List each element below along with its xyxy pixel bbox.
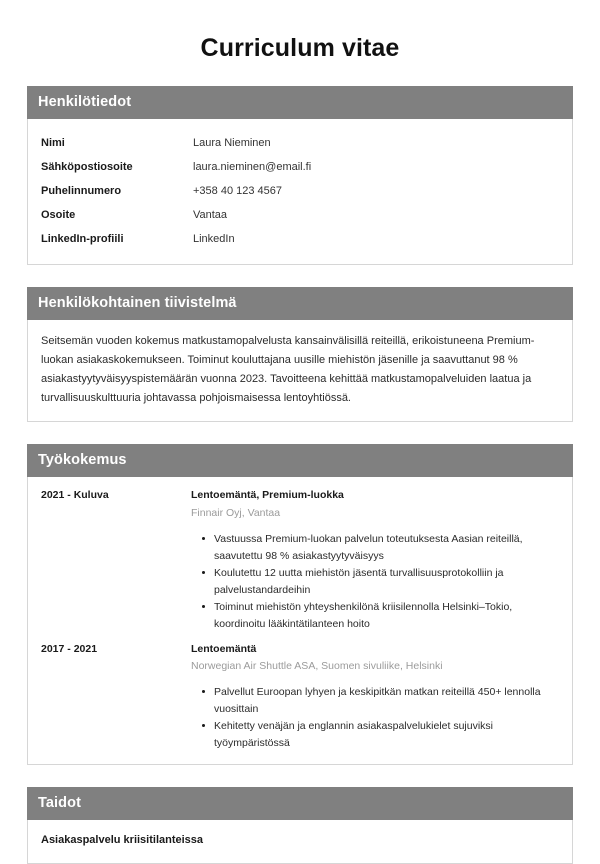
table-row [39, 131, 561, 155]
list-item: Palvellut Euroopan lyhyen ja keskipitkän matkan reiteillä 450+ lennolla vuosittain [191, 684, 561, 718]
experience-entry [39, 642, 561, 753]
experience-bullet-list [191, 531, 561, 633]
experience-entry [39, 488, 561, 633]
list-item: Vastuussa Premium-luokan palvelun toteutuksesta Aasian reiteillä, saavutettu 98 % asiakastyytyväisyys [191, 531, 561, 565]
info-label-linkedin: LinkedIn-profiili [41, 233, 124, 246]
list-item: Kehitetty venäjän ja englannin asiakaspalvelukielet sujuviksi työympäristössä [191, 718, 561, 752]
table-row [39, 155, 561, 179]
info-value-nimi: Laura Nieminen [193, 137, 271, 150]
info-value-email: laura.nieminen@email.fi [193, 161, 312, 174]
page-title: Curriculum vitae [200, 34, 400, 62]
experience-company: Norwegian Air Shuttle ASA, Suomen sivuliike, Helsinki [191, 660, 443, 673]
experience-bullet-list [191, 684, 561, 752]
section-body-summary [27, 320, 573, 422]
experience-dates: 2017 - 2021 [41, 642, 98, 655]
experience-company: Finnair Oyj, Vantaa [191, 506, 281, 519]
section-body-skills [27, 820, 573, 864]
section-heading-summary: Henkilökohtainen tiivistelmä [27, 287, 573, 320]
list-item: Koulutettu 12 uutta miehistön jäsentä turvallisuusprotokolliin ja palvelustandardeihin [191, 565, 561, 599]
info-value-linkedin: LinkedIn [193, 233, 235, 246]
section-summary [27, 287, 573, 422]
section-body-experience [27, 477, 573, 765]
section-heading-experience: Työkokemus [27, 444, 573, 477]
section-body-personal-info [27, 119, 573, 265]
info-label-email: Sähköpostiosoite [41, 161, 133, 174]
experience-role: Lentoemäntä [191, 642, 257, 655]
experience-dates: 2021 - Kuluva [41, 489, 109, 501]
info-value-address: Vantaa [193, 209, 228, 222]
table-row [39, 203, 561, 227]
section-heading-personal-info: Henkilötiedot [27, 86, 573, 119]
skill-item: Asiakaspalvelu kriisitilanteissa [41, 834, 204, 847]
table-row [39, 227, 561, 251]
personal-info-table [39, 131, 561, 251]
list-item: Toiminut miehistön yhteyshenkilönä kriisilennolla Helsinki–Tokio, koordinoitu lääkintätilanteen hoito [191, 599, 561, 633]
summary-text: Seitsemän vuoden kokemus matkustamopalvelusta kansainvälisillä reiteillä, erikoistuneena Premium-luokan asiakaskokemukseen. Toiminut kouluttajana uusille miehistön jäsenille ja saavuttanut 98 % asiakastyytyväisyyspistemäärän vuonna 2023. Tavoitteena kehittää matkustamopalveluiden laatua ja turvallisuuskulttuuria johtavassa pohjoismaisessa lentoyhtiössä. [41, 335, 535, 404]
info-value-phone: +358 40 123 4567 [193, 185, 283, 198]
info-label-nimi: Nimi [41, 137, 65, 150]
info-label-phone: Puhelinnumero [41, 185, 122, 198]
section-heading-skills: Taidot [27, 787, 573, 820]
section-personal-info [27, 86, 573, 265]
experience-role: Lentoemäntä, Premium-luokka [191, 489, 344, 501]
section-skills [27, 787, 573, 864]
section-experience [27, 444, 573, 765]
experience-detail [191, 642, 561, 753]
table-row [39, 179, 561, 203]
experience-detail [191, 488, 561, 633]
info-label-address: Osoite [41, 209, 76, 222]
